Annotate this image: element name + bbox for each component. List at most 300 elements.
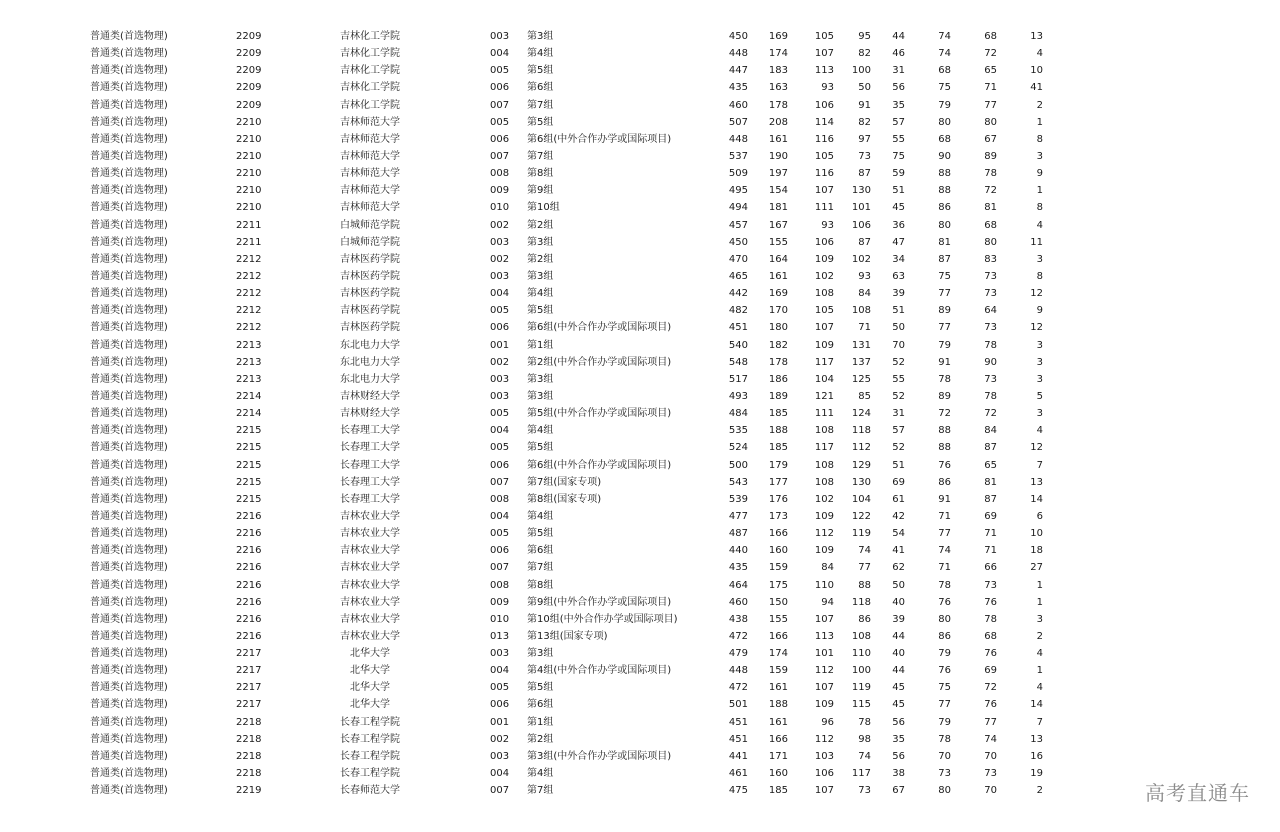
score-a-cell: 68 xyxy=(938,133,951,145)
group-code-cell: 008 xyxy=(490,493,510,505)
school-name-cell: 吉林农业大学 xyxy=(340,562,400,574)
school-code-cell: 2216 xyxy=(236,596,262,608)
school-name-cell: 白城师范学院 xyxy=(340,219,400,231)
score-chinese-cell: 163 xyxy=(768,82,788,94)
score-b-cell: 76 xyxy=(984,596,997,608)
score-physics-cell: 55 xyxy=(892,133,905,145)
school-code-cell: 2211 xyxy=(236,219,262,231)
score-b-cell: 72 xyxy=(984,48,997,60)
score-a-cell: 71 xyxy=(938,510,951,522)
table-row xyxy=(0,594,1280,611)
table-row xyxy=(0,714,1280,731)
score-a-cell: 78 xyxy=(938,579,951,591)
group-code-cell: 006 xyxy=(490,82,510,94)
score-physics-cell: 40 xyxy=(892,648,905,660)
rank-count-cell: 27 xyxy=(1030,562,1043,574)
score-total-cell: 535 xyxy=(728,425,748,437)
rank-count-cell: 7 xyxy=(1036,716,1043,728)
group-code-cell: 006 xyxy=(490,545,510,557)
score-b-cell: 87 xyxy=(984,493,997,505)
school-name-cell: 长春理工大学 xyxy=(340,493,400,505)
school-name-cell: 吉林医药学院 xyxy=(340,322,400,334)
school-code-cell: 2216 xyxy=(236,630,262,642)
score-total-cell: 487 xyxy=(728,528,748,540)
group-name-cell: 第9组(中外合作办学或国际项目) xyxy=(527,596,672,608)
score-total-cell: 479 xyxy=(728,648,748,660)
score-total-cell: 465 xyxy=(728,270,748,282)
group-name-cell: 第5组 xyxy=(527,442,554,454)
score-math-cell: 84 xyxy=(821,562,834,574)
group-name-cell: 第6组(中外合作办学或国际项目) xyxy=(527,459,672,471)
score-total-cell: 548 xyxy=(728,356,748,368)
group-code-cell: 003 xyxy=(490,390,510,402)
rank-count-cell: 9 xyxy=(1036,305,1043,317)
rank-count-cell: 10 xyxy=(1030,528,1043,540)
score-a-cell: 74 xyxy=(938,545,951,557)
score-physics-cell: 47 xyxy=(892,236,905,248)
category-cell: 普通类(首选物理) xyxy=(90,202,168,214)
school-name-cell: 长春理工大学 xyxy=(340,425,400,437)
school-name-cell: 东北电力大学 xyxy=(340,373,400,385)
group-code-cell: 006 xyxy=(490,459,510,471)
score-math-cell: 114 xyxy=(814,116,834,128)
score-chinese-cell: 164 xyxy=(768,253,788,265)
score-math-cell: 111 xyxy=(814,202,834,214)
score-b-cell: 77 xyxy=(984,716,997,728)
school-code-cell: 2213 xyxy=(236,356,262,368)
score-total-cell: 464 xyxy=(728,579,748,591)
category-cell: 普通类(首选物理) xyxy=(90,682,168,694)
rank-count-cell: 3 xyxy=(1036,339,1043,351)
group-name-cell: 第4组(中外合作办学或国际项目) xyxy=(527,665,672,677)
score-math-cell: 116 xyxy=(814,133,834,145)
group-code-cell: 005 xyxy=(490,442,510,454)
score-english-cell: 88 xyxy=(858,579,871,591)
score-a-cell: 75 xyxy=(938,82,951,94)
group-code-cell: 005 xyxy=(490,682,510,694)
score-chinese-cell: 155 xyxy=(768,613,788,625)
rank-count-cell: 4 xyxy=(1036,682,1043,694)
group-code-cell: 007 xyxy=(490,476,510,488)
score-a-cell: 76 xyxy=(938,665,951,677)
school-code-cell: 2212 xyxy=(236,305,262,317)
score-chinese-cell: 188 xyxy=(768,425,788,437)
table-row xyxy=(0,234,1280,251)
score-chinese-cell: 185 xyxy=(768,442,788,454)
group-code-cell: 004 xyxy=(490,288,510,300)
score-total-cell: 543 xyxy=(728,476,748,488)
table-row xyxy=(0,748,1280,765)
score-english-cell: 110 xyxy=(851,648,871,660)
score-physics-cell: 52 xyxy=(892,390,905,402)
score-a-cell: 70 xyxy=(938,750,951,762)
score-total-cell: 472 xyxy=(728,682,748,694)
score-total-cell: 495 xyxy=(728,185,748,197)
school-name-cell: 吉林农业大学 xyxy=(340,510,400,522)
group-code-cell: 005 xyxy=(490,65,510,77)
score-physics-cell: 56 xyxy=(892,82,905,94)
table-row xyxy=(0,577,1280,594)
group-name-cell: 第4组 xyxy=(527,425,554,437)
school-code-cell: 2216 xyxy=(236,613,262,625)
rank-count-cell: 16 xyxy=(1030,750,1043,762)
school-name-cell: 吉林师范大学 xyxy=(340,116,400,128)
table-row xyxy=(0,97,1280,114)
score-math-cell: 110 xyxy=(814,579,834,591)
score-total-cell: 501 xyxy=(728,699,748,711)
score-chinese-cell: 176 xyxy=(768,493,788,505)
school-code-cell: 2211 xyxy=(236,236,262,248)
rank-count-cell: 2 xyxy=(1036,785,1043,797)
score-total-cell: 494 xyxy=(728,202,748,214)
score-total-cell: 440 xyxy=(728,545,748,557)
score-total-cell: 451 xyxy=(728,733,748,745)
table-row xyxy=(0,182,1280,199)
group-name-cell: 第10组(中外合作办学或国际项目) xyxy=(527,613,678,625)
school-code-cell: 2209 xyxy=(236,65,262,77)
score-chinese-cell: 161 xyxy=(768,716,788,728)
score-english-cell: 74 xyxy=(858,750,871,762)
group-code-cell: 008 xyxy=(490,168,510,180)
group-code-cell: 004 xyxy=(490,665,510,677)
school-code-cell: 2213 xyxy=(236,339,262,351)
score-physics-cell: 51 xyxy=(892,305,905,317)
table-row xyxy=(0,474,1280,491)
rank-count-cell: 13 xyxy=(1030,476,1043,488)
score-b-cell: 72 xyxy=(984,682,997,694)
category-cell: 普通类(首选物理) xyxy=(90,305,168,317)
score-a-cell: 72 xyxy=(938,408,951,420)
score-b-cell: 68 xyxy=(984,630,997,642)
score-english-cell: 74 xyxy=(858,545,871,557)
group-name-cell: 第7组 xyxy=(527,150,554,162)
score-physics-cell: 44 xyxy=(892,665,905,677)
score-a-cell: 79 xyxy=(938,716,951,728)
group-code-cell: 007 xyxy=(490,785,510,797)
school-code-cell: 2215 xyxy=(236,425,262,437)
score-a-cell: 86 xyxy=(938,202,951,214)
category-cell: 普通类(首选物理) xyxy=(90,270,168,282)
category-cell: 普通类(首选物理) xyxy=(90,528,168,540)
table-row xyxy=(0,439,1280,456)
score-physics-cell: 39 xyxy=(892,613,905,625)
score-chinese-cell: 167 xyxy=(768,219,788,231)
score-b-cell: 84 xyxy=(984,425,997,437)
score-total-cell: 524 xyxy=(728,442,748,454)
score-a-cell: 86 xyxy=(938,476,951,488)
school-name-cell: 吉林农业大学 xyxy=(340,528,400,540)
score-total-cell: 451 xyxy=(728,716,748,728)
score-a-cell: 91 xyxy=(938,356,951,368)
rank-count-cell: 1 xyxy=(1036,596,1043,608)
score-physics-cell: 51 xyxy=(892,185,905,197)
rank-count-cell: 5 xyxy=(1036,390,1043,402)
score-a-cell: 80 xyxy=(938,219,951,231)
score-total-cell: 470 xyxy=(728,253,748,265)
score-math-cell: 107 xyxy=(814,785,834,797)
table-row xyxy=(0,662,1280,679)
table-row xyxy=(0,148,1280,165)
score-total-cell: 451 xyxy=(728,322,748,334)
category-cell: 普通类(首选物理) xyxy=(90,322,168,334)
score-total-cell: 461 xyxy=(728,768,748,780)
table-row xyxy=(0,285,1280,302)
group-code-cell: 004 xyxy=(490,768,510,780)
rank-count-cell: 12 xyxy=(1030,442,1043,454)
table-row xyxy=(0,525,1280,542)
score-english-cell: 108 xyxy=(851,630,871,642)
category-cell: 普通类(首选物理) xyxy=(90,150,168,162)
score-total-cell: 493 xyxy=(728,390,748,402)
group-name-cell: 第3组 xyxy=(527,390,554,402)
group-code-cell: 003 xyxy=(490,750,510,762)
school-name-cell: 白城师范学院 xyxy=(340,236,400,248)
score-physics-cell: 45 xyxy=(892,682,905,694)
score-chinese-cell: 169 xyxy=(768,288,788,300)
rank-count-cell: 9 xyxy=(1036,168,1043,180)
group-name-cell: 第8组 xyxy=(527,579,554,591)
score-chinese-cell: 161 xyxy=(768,270,788,282)
score-physics-cell: 44 xyxy=(892,31,905,42)
score-english-cell: 131 xyxy=(851,339,871,351)
category-cell: 普通类(首选物理) xyxy=(90,48,168,60)
score-b-cell: 81 xyxy=(984,476,997,488)
category-cell: 普通类(首选物理) xyxy=(90,493,168,505)
table-row xyxy=(0,422,1280,439)
table-row xyxy=(0,696,1280,713)
score-a-cell: 80 xyxy=(938,785,951,797)
score-b-cell: 74 xyxy=(984,733,997,745)
score-english-cell: 93 xyxy=(858,270,871,282)
score-chinese-cell: 185 xyxy=(768,408,788,420)
score-english-cell: 85 xyxy=(858,390,871,402)
school-code-cell: 2217 xyxy=(236,648,262,660)
score-chinese-cell: 160 xyxy=(768,545,788,557)
category-cell: 普通类(首选物理) xyxy=(90,545,168,557)
score-b-cell: 87 xyxy=(984,442,997,454)
score-english-cell: 115 xyxy=(851,699,871,711)
score-english-cell: 108 xyxy=(851,305,871,317)
category-cell: 普通类(首选物理) xyxy=(90,82,168,94)
rank-count-cell: 12 xyxy=(1030,288,1043,300)
table-row xyxy=(0,251,1280,268)
score-total-cell: 435 xyxy=(728,82,748,94)
category-cell: 普通类(首选物理) xyxy=(90,596,168,608)
school-code-cell: 2216 xyxy=(236,579,262,591)
rank-count-cell: 12 xyxy=(1030,322,1043,334)
school-name-cell: 长春工程学院 xyxy=(340,768,400,780)
score-physics-cell: 61 xyxy=(892,493,905,505)
rank-count-cell: 4 xyxy=(1036,648,1043,660)
score-math-cell: 101 xyxy=(814,648,834,660)
group-name-cell: 第3组 xyxy=(527,648,554,660)
group-code-cell: 002 xyxy=(490,219,510,231)
score-a-cell: 80 xyxy=(938,116,951,128)
school-name-cell: 北华大学 xyxy=(350,648,390,660)
table-row xyxy=(0,28,1280,45)
score-b-cell: 76 xyxy=(984,699,997,711)
score-b-cell: 69 xyxy=(984,665,997,677)
score-a-cell: 88 xyxy=(938,185,951,197)
score-math-cell: 96 xyxy=(821,716,834,728)
score-a-cell: 88 xyxy=(938,425,951,437)
score-b-cell: 71 xyxy=(984,82,997,94)
score-a-cell: 87 xyxy=(938,253,951,265)
score-english-cell: 71 xyxy=(858,322,871,334)
table-row xyxy=(0,268,1280,285)
score-chinese-cell: 169 xyxy=(768,31,788,42)
school-code-cell: 2214 xyxy=(236,408,262,420)
score-a-cell: 73 xyxy=(938,768,951,780)
score-math-cell: 117 xyxy=(814,356,834,368)
school-name-cell: 长春师范大学 xyxy=(340,785,400,797)
category-cell: 普通类(首选物理) xyxy=(90,253,168,265)
score-chinese-cell: 185 xyxy=(768,785,788,797)
score-chinese-cell: 170 xyxy=(768,305,788,317)
group-name-cell: 第5组 xyxy=(527,682,554,694)
score-chinese-cell: 178 xyxy=(768,99,788,111)
score-english-cell: 86 xyxy=(858,613,871,625)
score-math-cell: 105 xyxy=(814,31,834,42)
school-code-cell: 2209 xyxy=(236,82,262,94)
score-english-cell: 130 xyxy=(851,185,871,197)
score-a-cell: 76 xyxy=(938,459,951,471)
school-name-cell: 东北电力大学 xyxy=(340,356,400,368)
score-total-cell: 482 xyxy=(728,305,748,317)
table-row xyxy=(0,131,1280,148)
score-math-cell: 107 xyxy=(814,682,834,694)
score-physics-cell: 42 xyxy=(892,510,905,522)
category-cell: 普通类(首选物理) xyxy=(90,425,168,437)
score-chinese-cell: 174 xyxy=(768,48,788,60)
school-name-cell: 吉林农业大学 xyxy=(340,630,400,642)
school-name-cell: 吉林医药学院 xyxy=(340,305,400,317)
score-math-cell: 112 xyxy=(814,665,834,677)
group-code-cell: 006 xyxy=(490,699,510,711)
group-code-cell: 013 xyxy=(490,630,510,642)
score-math-cell: 104 xyxy=(814,373,834,385)
score-a-cell: 81 xyxy=(938,236,951,248)
table-row xyxy=(0,645,1280,662)
group-code-cell: 003 xyxy=(490,270,510,282)
category-cell: 普通类(首选物理) xyxy=(90,133,168,145)
rank-count-cell: 1 xyxy=(1036,665,1043,677)
group-code-cell: 003 xyxy=(490,648,510,660)
admission-score-table xyxy=(0,28,1280,799)
group-name-cell: 第4组 xyxy=(527,48,554,60)
group-code-cell: 007 xyxy=(490,150,510,162)
score-a-cell: 80 xyxy=(938,613,951,625)
school-name-cell: 吉林化工学院 xyxy=(340,48,400,60)
score-a-cell: 77 xyxy=(938,322,951,334)
score-total-cell: 460 xyxy=(728,99,748,111)
score-chinese-cell: 181 xyxy=(768,202,788,214)
school-code-cell: 2214 xyxy=(236,390,262,402)
school-code-cell: 2215 xyxy=(236,442,262,454)
score-math-cell: 111 xyxy=(814,408,834,420)
school-name-cell: 吉林师范大学 xyxy=(340,133,400,145)
group-code-cell: 009 xyxy=(490,596,510,608)
score-physics-cell: 45 xyxy=(892,202,905,214)
score-total-cell: 500 xyxy=(728,459,748,471)
score-english-cell: 73 xyxy=(858,150,871,162)
rank-count-cell: 13 xyxy=(1030,733,1043,745)
rank-count-cell: 3 xyxy=(1036,253,1043,265)
rank-count-cell: 8 xyxy=(1036,202,1043,214)
score-physics-cell: 31 xyxy=(892,408,905,420)
school-code-cell: 2215 xyxy=(236,476,262,488)
category-cell: 普通类(首选物理) xyxy=(90,99,168,111)
score-physics-cell: 46 xyxy=(892,48,905,60)
rank-count-cell: 14 xyxy=(1030,493,1043,505)
school-name-cell: 吉林农业大学 xyxy=(340,613,400,625)
school-name-cell: 吉林财经大学 xyxy=(340,390,400,402)
score-total-cell: 457 xyxy=(728,219,748,231)
school-code-cell: 2217 xyxy=(236,682,262,694)
category-cell: 普通类(首选物理) xyxy=(90,750,168,762)
score-a-cell: 86 xyxy=(938,630,951,642)
score-chinese-cell: 166 xyxy=(768,630,788,642)
group-code-cell: 004 xyxy=(490,48,510,60)
table-row xyxy=(0,611,1280,628)
group-name-cell: 第5组 xyxy=(527,116,554,128)
score-math-cell: 106 xyxy=(814,99,834,111)
rank-count-cell: 10 xyxy=(1030,65,1043,77)
score-b-cell: 71 xyxy=(984,545,997,557)
school-name-cell: 长春工程学院 xyxy=(340,716,400,728)
group-code-cell: 003 xyxy=(490,31,510,42)
score-b-cell: 89 xyxy=(984,150,997,162)
category-cell: 普通类(首选物理) xyxy=(90,510,168,522)
score-english-cell: 100 xyxy=(851,665,871,677)
group-name-cell: 第1组 xyxy=(527,716,554,728)
score-chinese-cell: 179 xyxy=(768,459,788,471)
category-cell: 普通类(首选物理) xyxy=(90,65,168,77)
rank-count-cell: 8 xyxy=(1036,133,1043,145)
score-english-cell: 125 xyxy=(851,373,871,385)
score-b-cell: 70 xyxy=(984,750,997,762)
score-total-cell: 540 xyxy=(728,339,748,351)
rank-count-cell: 19 xyxy=(1030,768,1043,780)
score-b-cell: 83 xyxy=(984,253,997,265)
score-b-cell: 73 xyxy=(984,270,997,282)
school-code-cell: 2210 xyxy=(236,185,262,197)
score-chinese-cell: 159 xyxy=(768,665,788,677)
score-a-cell: 77 xyxy=(938,528,951,540)
group-name-cell: 第6组 xyxy=(527,82,554,94)
category-cell: 普通类(首选物理) xyxy=(90,408,168,420)
score-chinese-cell: 159 xyxy=(768,562,788,574)
rank-count-cell: 4 xyxy=(1036,219,1043,231)
group-name-cell: 第4组 xyxy=(527,288,554,300)
group-name-cell: 第3组 xyxy=(527,373,554,385)
rank-count-cell: 18 xyxy=(1030,545,1043,557)
score-chinese-cell: 197 xyxy=(768,168,788,180)
group-name-cell: 第7组(国家专项) xyxy=(527,476,602,488)
group-name-cell: 第5组(中外合作办学或国际项目) xyxy=(527,408,672,420)
score-total-cell: 441 xyxy=(728,750,748,762)
group-code-cell: 004 xyxy=(490,425,510,437)
rank-count-cell: 1 xyxy=(1036,116,1043,128)
school-name-cell: 吉林农业大学 xyxy=(340,596,400,608)
score-english-cell: 82 xyxy=(858,48,871,60)
score-chinese-cell: 161 xyxy=(768,133,788,145)
school-code-cell: 2210 xyxy=(236,133,262,145)
watermark: 高考直通车 xyxy=(1145,781,1250,805)
score-b-cell: 65 xyxy=(984,65,997,77)
category-cell: 普通类(首选物理) xyxy=(90,31,168,42)
group-name-cell: 第2组 xyxy=(527,253,554,265)
